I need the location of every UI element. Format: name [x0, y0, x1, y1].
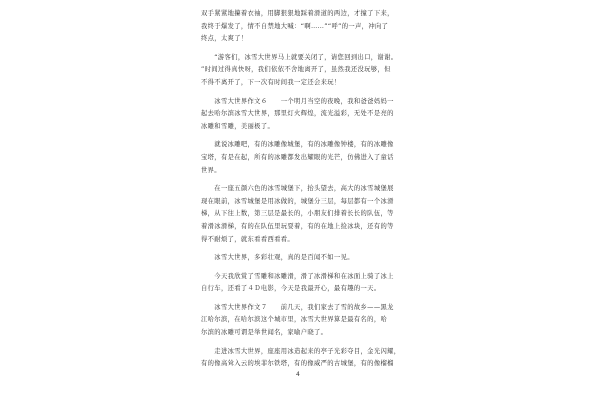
text-line: 江哈尔滨，在哈尔滨这个城市里，冰雪大世界算是最有名的，哈 [201, 316, 388, 324]
text-line: 今天我欣赏了雪雕和冰雕滑，滑了冰滑梯和在冰面上骑了冰上 [201, 272, 394, 280]
text-line: 起去哈尔滨冰雪大世界，那里灯火辉煌，流光溢彩，无处不是亮的 [201, 110, 394, 118]
text-line: “游客们，冰雪大世界马上就要关闭了，请您回到出口，谢谢。 [201, 53, 398, 61]
text-line: 自行车，还看了４Ｄ电影，今天是我最开心，最有趣的一天。 [201, 285, 381, 293]
page-number: 4 [296, 371, 300, 378]
paragraph-summary [201, 252, 401, 265]
text-line: 着滑冰滑梯，有的在队伍里玩耍着，有的在地上捡冰块，还有的等 [201, 222, 394, 230]
text-line: 有的像高耸入云的埃菲尔铁塔，有的像威严的古城堡，有的像榴榴 [201, 360, 394, 368]
paragraph-closing-announcement [201, 52, 401, 90]
text-line: 世界。 [201, 166, 221, 174]
paragraph-essay-6-intro [201, 96, 401, 134]
text-line: 现在眼前，冰雪城堡是用冰做的，城堡分三层，每层都有一个冰滑 [201, 197, 394, 205]
article-body [201, 8, 401, 377]
text-line: 冰雪大世界，多彩壮观，真的是百闻不如一见。 [201, 254, 354, 262]
text-line: ”时间过得真快呀，我们依依不舍地离开了，虽然我还没玩够，但 [201, 66, 391, 74]
paragraph-ice-sculptures [201, 139, 401, 177]
text-line: 我终于爆发了，情不自禁地大喊：“啊……”“呼”的一声，冲向了 [201, 22, 389, 30]
paragraph-ice-castle [201, 183, 401, 246]
text-line: 梯，从下往上数，第三层是最长的，小朋友们排着长长的队伍，等 [201, 210, 394, 218]
paragraph-essay-7-intro [201, 302, 401, 340]
text-line: 双手紧紧地攥着衣袖，用脚狠狠地踩着滑道的两边，才撞了下来， [201, 10, 394, 17]
text-line: 尔滨的冰雕可谓是举世闻名，家喻户晓了。 [201, 329, 328, 337]
paragraph-entering-world [201, 346, 401, 371]
text-line: 终点，太爽了！ [201, 35, 248, 43]
text-line: 就说冰雕吧，有的冰雕像城堡，有的冰雕像钟楼，有的冰雕像 [201, 141, 394, 149]
text-line: 冰雕和雪雕，美丽极了。 [201, 122, 275, 130]
text-line: 宝塔，有是在起，所有的冰雕都发出耀眼的光芒，仿佛进入了童话 [201, 153, 394, 161]
paragraph-happiest-day [201, 271, 401, 296]
text-line: 冰雪大世界作文７ 前几天，我们家去了雪的故乡——黑龙 [201, 303, 394, 311]
text-line: 冰雪大世界作文６ 一个明月当空的夜晚，我和爸爸妈妈一 [201, 97, 394, 105]
text-line: 得不耐烦了，就东看看西看看。 [201, 235, 295, 243]
paragraph-slide-ending [201, 8, 401, 46]
text-line: 不得不离开了，下一次有时间我一定还会来玩！ [201, 78, 341, 86]
text-line: 在一座五颜六色的冰雪城堡下，抬头望去，高大的冰雪城堡展 [201, 185, 394, 193]
text-line: 走进冰雪大世界，座座用冰造起来的亭子光彩夺目，金光闪耀， [201, 347, 401, 355]
